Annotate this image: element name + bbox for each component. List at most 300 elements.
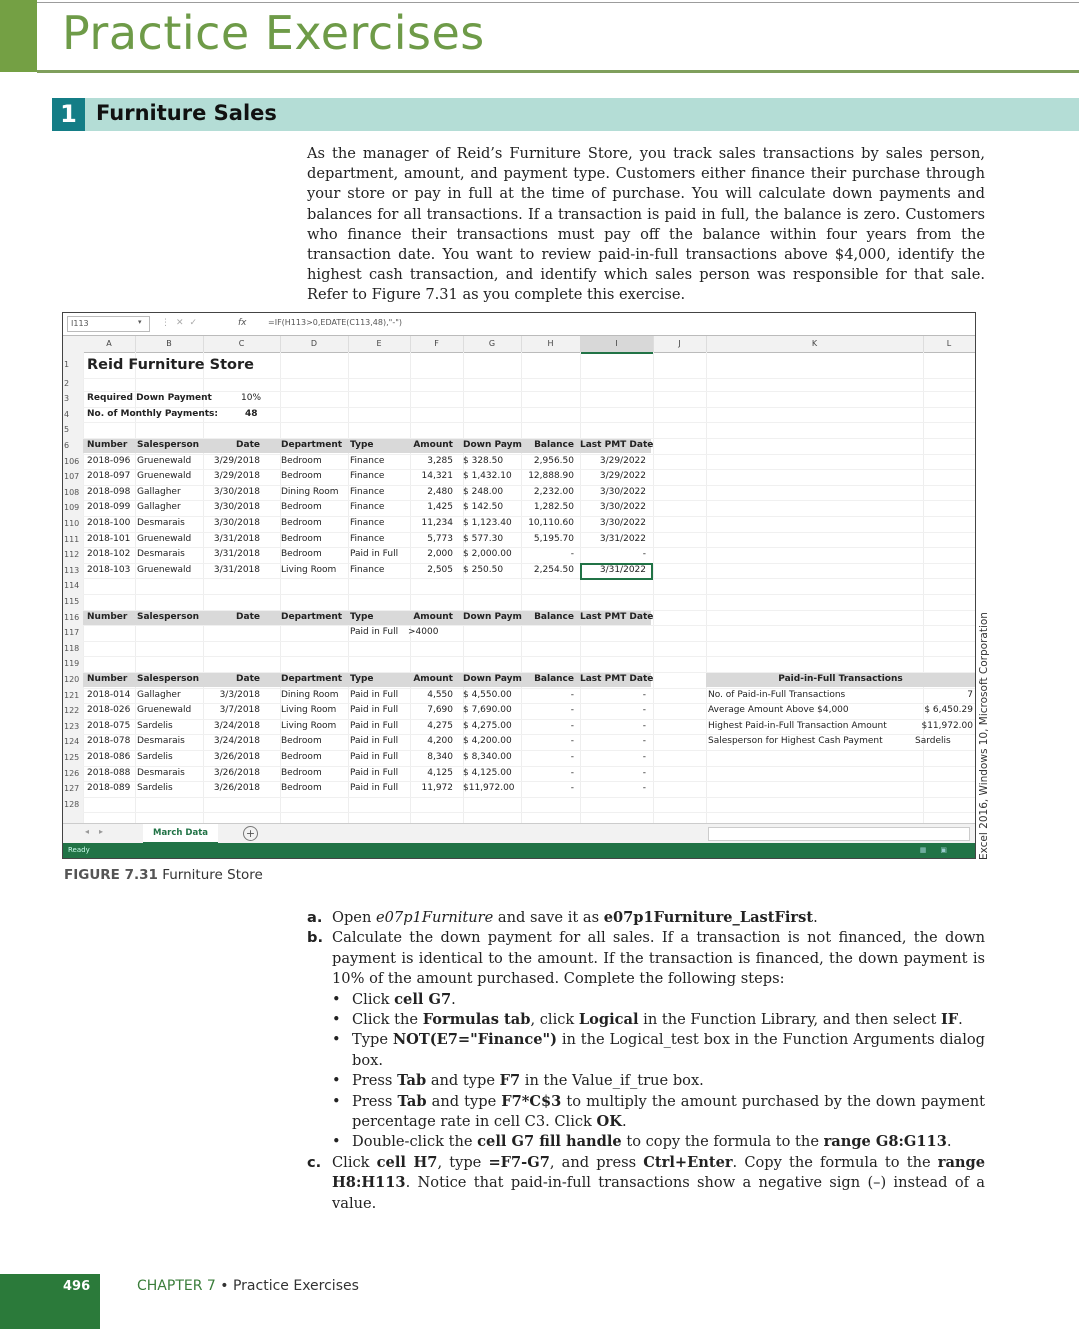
- footer-section: Practice Exercises: [232, 1278, 359, 1294]
- table-cell[interactable]: 2018-101: [87, 533, 131, 544]
- table-cell[interactable]: Dining Room: [281, 689, 339, 700]
- step-bold: =F7-G7: [488, 1153, 550, 1171]
- table-header-cell[interactable]: Type: [350, 440, 374, 450]
- table-cell[interactable]: 5,195.70: [533, 533, 574, 544]
- step-save-name: e07p1Furniture_LastFirst: [603, 909, 814, 926]
- column-header-b[interactable]: B: [135, 336, 204, 352]
- view-mode-icons[interactable]: ▦▣: [919, 846, 961, 854]
- table-cell[interactable]: 3/31/2022: [599, 564, 646, 575]
- table-cell[interactable]: Dining Room: [281, 486, 339, 497]
- page-title: Practice Exercises: [62, 6, 485, 60]
- name-box[interactable]: I113: [67, 316, 150, 332]
- table-cell[interactable]: $ 4,550.00: [463, 689, 512, 700]
- column-header-j[interactable]: J: [653, 336, 707, 352]
- table-cell[interactable]: Sardelis: [137, 752, 173, 762]
- step-text: Press: [352, 1072, 398, 1090]
- table-cell[interactable]: 2018-102: [87, 549, 131, 560]
- table-cell[interactable]: Gruenewald: [137, 705, 192, 716]
- summary-title[interactable]: Paid-in-Full Transactions: [778, 674, 903, 684]
- step-text: .: [946, 1133, 952, 1151]
- row-header[interactable]: 122: [64, 706, 80, 716]
- table-header-cell[interactable]: Amount: [413, 440, 453, 450]
- table-cell[interactable]: -: [570, 549, 574, 560]
- row-header[interactable]: 5: [64, 425, 70, 435]
- intro-paragraph: As the manager of Reid’s Furniture Store, you track sales transactions by sales person, department, amount, and payment type. Customers either finance their purchase through your store or pay in full at the time of purchase. You will calculate down payments and balances for all transactions. If a transaction is paid in full, the balance is zero. Customers who finance their transactions must pay off the balance within four years from the transaction date. You want to review paid-in-full transactions above $4,000, identify the highest cash transaction, and identify which sales person was responsible for that sale. Refer to Figure 7.31 as you complete this exercise.: [307, 145, 985, 304]
- header-accent-bar: [0, 0, 37, 72]
- summary-value[interactable]: $11,972.00: [921, 720, 973, 731]
- step-b-bullet: [307, 1030, 985, 1071]
- gridline-horizontal: [83, 422, 975, 423]
- summary-label[interactable]: Salesperson for Highest Cash Payment: [708, 736, 883, 747]
- table-cell[interactable]: 2018-097: [87, 471, 131, 482]
- step-text: and type: [426, 1092, 502, 1110]
- table-cell[interactable]: 1,425: [427, 502, 453, 513]
- table-cell[interactable]: 3/24/2018: [213, 736, 260, 747]
- table-cell[interactable]: 3/30/2022: [599, 518, 646, 528]
- step-text: Open: [332, 909, 376, 926]
- table-cell[interactable]: Bedroom: [281, 471, 322, 482]
- table-cell[interactable]: 11,972: [421, 783, 453, 794]
- table-cell[interactable]: 3/24/2018: [213, 720, 260, 731]
- row-header[interactable]: 120: [64, 675, 80, 684]
- table-cell[interactable]: Paid in Full: [350, 736, 399, 747]
- step-text: Click: [332, 1153, 377, 1171]
- table-cell[interactable]: Desmarais: [137, 736, 185, 747]
- status-text: Ready: [68, 846, 90, 854]
- running-footer: [137, 1278, 359, 1294]
- step-text: Double-click the: [352, 1133, 478, 1151]
- table-cell[interactable]: Bedroom: [281, 518, 322, 528]
- table-cell[interactable]: -: [570, 689, 574, 700]
- step-b-bullet: [307, 1132, 985, 1152]
- column-header-f[interactable]: F: [410, 336, 464, 352]
- setting-label[interactable]: No. of Monthly Payments:: [87, 408, 219, 419]
- fx-icon[interactable]: fx: [238, 318, 247, 328]
- summary-label[interactable]: No. of Paid-in-Full Transactions: [708, 689, 846, 700]
- exercise-steps: [307, 908, 985, 1214]
- step-text: in the Value_if_true box.: [520, 1072, 704, 1090]
- step-b: [307, 928, 985, 989]
- table-cell[interactable]: 8,340: [427, 752, 453, 762]
- bullet-dot: •: [332, 1011, 341, 1029]
- bullet-dot: •: [332, 1031, 341, 1049]
- step-b-bullet: [307, 1092, 985, 1133]
- active-cell-selection[interactable]: [580, 563, 653, 581]
- table-cell[interactable]: 3/30/2018: [213, 502, 260, 513]
- table-header-cell[interactable]: Department: [281, 611, 343, 622]
- table-cell[interactable]: 3/31/2018: [213, 549, 260, 560]
- table-cell[interactable]: -: [570, 705, 574, 716]
- table-cell[interactable]: Paid in Full: [350, 689, 399, 700]
- table-cell[interactable]: -: [570, 720, 574, 731]
- row-header[interactable]: 112: [64, 550, 80, 560]
- table-cell[interactable]: Bedroom: [281, 752, 322, 762]
- add-sheet-icon[interactable]: +: [243, 826, 258, 841]
- table-cell[interactable]: 2018-096: [87, 455, 131, 466]
- column-header-d[interactable]: D: [280, 336, 349, 352]
- step-text: . Copy the formula to the: [732, 1153, 938, 1171]
- table-cell[interactable]: 3/29/2018: [213, 471, 260, 482]
- table-cell[interactable]: 3/30/2018: [213, 518, 260, 528]
- table-cell[interactable]: -: [642, 720, 646, 731]
- table-header-cell[interactable]: Amount: [413, 611, 453, 622]
- table-cell[interactable]: 3/31/2022: [599, 533, 646, 544]
- table-header-cell[interactable]: Date: [236, 611, 260, 622]
- step-text: Press: [352, 1092, 398, 1110]
- row-header[interactable]: 106: [64, 456, 80, 466]
- table-cell[interactable]: 3/31/2018: [213, 533, 260, 544]
- table-cell[interactable]: -: [570, 752, 574, 762]
- table-cell[interactable]: 2018-086: [87, 752, 131, 762]
- table-header-cell[interactable]: Type: [350, 674, 374, 684]
- table-cell[interactable]: $ 7,690.00: [463, 705, 512, 716]
- table-cell[interactable]: 2018-089: [87, 783, 131, 794]
- step-bold: Logical: [578, 1011, 639, 1029]
- table-cell[interactable]: $ 250.50: [463, 564, 504, 575]
- criteria-amount[interactable]: >4000: [408, 627, 439, 638]
- table-cell[interactable]: 2018-103: [87, 564, 131, 575]
- table-cell[interactable]: Gruenewald: [137, 471, 192, 482]
- table-header-cell[interactable]: Salesperson: [137, 674, 200, 684]
- table-cell[interactable]: Desmarais: [137, 767, 185, 778]
- step-text: to copy the formula to the: [621, 1133, 824, 1151]
- table-header-cell[interactable]: Last PMT Date: [580, 440, 654, 450]
- table-cell[interactable]: 2018-098: [87, 486, 131, 497]
- chevron-down-icon[interactable]: ▾: [138, 318, 142, 326]
- step-bold: IF: [940, 1011, 959, 1029]
- table-cell[interactable]: Living Room: [281, 564, 337, 575]
- figure-caption: [64, 867, 263, 883]
- table-cell[interactable]: 3/3/2018: [219, 689, 260, 700]
- column-header-l[interactable]: L: [923, 336, 976, 352]
- table-cell[interactable]: $11,972.00: [463, 783, 515, 794]
- column-header-k[interactable]: K: [706, 336, 924, 352]
- table-cell[interactable]: 2018-026: [87, 705, 131, 716]
- step-bold: F7: [499, 1072, 521, 1090]
- gridline-horizontal: [83, 797, 975, 798]
- sheet-tab-march-data[interactable]: March Data: [143, 824, 218, 844]
- column-header-g[interactable]: G: [463, 336, 522, 352]
- row-header[interactable]: 117: [64, 628, 80, 638]
- step-b-bullets: [307, 990, 985, 1153]
- row-header[interactable]: 1: [64, 360, 70, 369]
- table-cell[interactable]: Paid in Full: [350, 705, 399, 716]
- setting-value[interactable]: 48: [245, 408, 258, 419]
- row-header[interactable]: 113: [64, 565, 80, 575]
- table-cell[interactable]: Finance: [350, 518, 385, 528]
- table-cell[interactable]: 4,200: [427, 736, 453, 747]
- gridline-horizontal: [83, 578, 975, 579]
- table-cell[interactable]: 7,690: [427, 705, 453, 716]
- table-cell[interactable]: 3/26/2018: [213, 752, 260, 762]
- header-rule-top: [37, 2, 1079, 3]
- step-bold: Tab: [397, 1092, 427, 1110]
- table-cell[interactable]: 3/30/2022: [599, 486, 646, 497]
- row-header[interactable]: 4: [64, 409, 70, 419]
- table-header-cell[interactable]: Department: [281, 440, 343, 450]
- table-cell[interactable]: 11,234: [421, 518, 453, 528]
- step-text: in the Function Library, and then select: [638, 1011, 941, 1029]
- table-cell[interactable]: Gallagher: [137, 502, 181, 513]
- row-header[interactable]: 2: [64, 378, 70, 388]
- step-b-bullet: [307, 1010, 985, 1030]
- row-header[interactable]: 118: [64, 643, 80, 653]
- formula-text[interactable]: =IF(H113>0,EDATE(C113,48),"-"): [268, 318, 403, 327]
- row-header[interactable]: 124: [64, 737, 80, 747]
- step-b-bullet: [307, 990, 985, 1010]
- table-header-cell[interactable]: Number: [87, 611, 128, 622]
- header-rule-bottom: [37, 70, 1079, 73]
- step-letter: a.: [307, 909, 323, 926]
- table-cell[interactable]: 2018-078: [87, 736, 131, 747]
- table-cell[interactable]: Bedroom: [281, 533, 322, 544]
- table-cell[interactable]: 2,505: [427, 564, 453, 575]
- table-cell[interactable]: Bedroom: [281, 502, 322, 513]
- table-cell[interactable]: Paid in Full: [350, 720, 399, 731]
- table-header-cell[interactable]: Down Paym: [463, 674, 522, 684]
- table-cell[interactable]: $ 1,123.40: [463, 518, 512, 528]
- column-header-h[interactable]: H: [521, 336, 581, 352]
- step-text: and save it as: [493, 909, 604, 926]
- row-header[interactable]: 128: [64, 799, 80, 809]
- table-cell[interactable]: -: [642, 767, 646, 778]
- table-cell[interactable]: 12,888.90: [528, 471, 574, 482]
- table-header-cell[interactable]: Down Paym: [463, 440, 522, 450]
- table-cell[interactable]: Bedroom: [281, 549, 322, 560]
- gridline-horizontal: [83, 391, 975, 392]
- table-cell[interactable]: 2,232.00: [533, 486, 574, 497]
- table-header-cell[interactable]: Number: [87, 674, 128, 684]
- column-header-c[interactable]: C: [203, 336, 281, 352]
- step-bold: cell G7 fill handle: [477, 1133, 622, 1151]
- table-cell[interactable]: 2,480: [427, 486, 453, 497]
- table-cell[interactable]: -: [642, 783, 646, 794]
- table-header-cell[interactable]: Salesperson: [137, 440, 200, 450]
- table-cell[interactable]: $ 248.00: [463, 486, 504, 497]
- row-header[interactable]: 115: [64, 597, 80, 606]
- row-header[interactable]: 111: [64, 534, 80, 544]
- table-cell[interactable]: $ 577.30: [463, 533, 504, 544]
- table-cell[interactable]: $ 4,200.00: [463, 736, 512, 747]
- table-cell[interactable]: 3/30/2022: [599, 502, 646, 513]
- summary-value[interactable]: 7: [967, 689, 973, 700]
- table-cell[interactable]: $ 2,000.00: [463, 549, 512, 560]
- column-header-i[interactable]: I: [580, 336, 654, 354]
- table-cell[interactable]: 2018-099: [87, 502, 131, 513]
- setting-label[interactable]: Required Down Payment: [87, 393, 212, 404]
- table-cell[interactable]: Gallagher: [137, 689, 181, 700]
- table-cell[interactable]: -: [570, 736, 574, 747]
- table-header-cell[interactable]: Balance: [534, 674, 574, 684]
- table-cell[interactable]: 3,285: [427, 455, 453, 466]
- row-header[interactable]: 108: [64, 487, 80, 497]
- row-header[interactable]: 127: [64, 784, 80, 794]
- column-header-e[interactable]: E: [348, 336, 411, 352]
- table-cell[interactable]: 2,254.50: [533, 564, 574, 575]
- table-header-cell[interactable]: Department: [281, 674, 343, 684]
- table-header-cell[interactable]: Date: [236, 674, 260, 684]
- table-header-cell[interactable]: Amount: [413, 674, 453, 684]
- table-header-cell[interactable]: Number: [87, 440, 128, 450]
- tab-scroll-arrows[interactable]: ◂▸: [85, 827, 114, 836]
- table-cell[interactable]: 2018-075: [87, 720, 131, 731]
- table-cell[interactable]: $ 328.50: [463, 455, 504, 466]
- summary-label[interactable]: Average Amount Above $4,000: [708, 705, 849, 716]
- row-header[interactable]: 121: [64, 690, 80, 700]
- summary-value[interactable]: $ 6,450.29: [924, 705, 973, 716]
- step-letter: b.: [307, 929, 323, 947]
- side-credit-text: Excel 2016, Windows 10, Microsoft Corporation: [978, 612, 990, 860]
- table-cell[interactable]: Sardelis: [137, 783, 173, 794]
- gridline-horizontal: [83, 625, 975, 626]
- table-cell[interactable]: -: [642, 549, 646, 560]
- table-cell[interactable]: Sardelis: [137, 720, 173, 731]
- summary-label[interactable]: Highest Paid-in-Full Transaction Amount: [708, 720, 887, 731]
- bullet-dot: •: [332, 1092, 341, 1110]
- table-cell[interactable]: 4,275: [427, 720, 453, 731]
- table-header-cell[interactable]: Last PMT Date: [580, 674, 654, 684]
- table-cell[interactable]: 3/26/2018: [213, 783, 260, 794]
- step-filename: e07p1Furniture: [375, 909, 494, 926]
- row-header[interactable]: 6: [64, 441, 70, 450]
- step-text: .: [621, 1113, 627, 1131]
- gridline-horizontal: [83, 812, 975, 813]
- table-cell[interactable]: $ 8,340.00: [463, 752, 512, 762]
- table-cell[interactable]: Finance: [350, 533, 385, 544]
- table-cell[interactable]: $ 4,275.00: [463, 720, 512, 731]
- criteria-type[interactable]: Paid in Full: [350, 627, 399, 638]
- table-cell[interactable]: 2018-014: [87, 689, 131, 700]
- table-cell[interactable]: 3/30/2018: [213, 486, 260, 497]
- row-header[interactable]: 3: [64, 394, 70, 404]
- table-cell[interactable]: Bedroom: [281, 767, 322, 778]
- step-letter: c.: [307, 1153, 322, 1171]
- table-cell[interactable]: 5,773: [427, 533, 453, 544]
- step-bold: range H8:H113: [332, 1153, 985, 1192]
- table-header-cell[interactable]: Last PMT Date: [580, 611, 654, 622]
- table-cell[interactable]: 3/29/2022: [599, 471, 646, 482]
- row-header[interactable]: 110: [64, 519, 80, 528]
- table-header-cell[interactable]: Type: [350, 611, 374, 622]
- formula-bar-icons: ⋮✕✓: [161, 318, 204, 328]
- table-cell[interactable]: Desmarais: [137, 549, 185, 560]
- table-header-cell[interactable]: Date: [236, 440, 260, 450]
- row-header[interactable]: 123: [64, 721, 80, 731]
- section-number: 1: [52, 98, 85, 131]
- spreadsheet-figure: [62, 312, 976, 859]
- table-cell[interactable]: -: [570, 783, 574, 794]
- summary-value[interactable]: Sardelis: [915, 736, 951, 747]
- table-header-cell[interactable]: Balance: [534, 611, 574, 622]
- row-header[interactable]: 107: [64, 472, 80, 482]
- table-cell[interactable]: 4,550: [427, 689, 453, 700]
- table-cell[interactable]: Finance: [350, 564, 385, 575]
- setting-value[interactable]: 10%: [241, 393, 262, 404]
- row-header[interactable]: 109: [64, 503, 80, 513]
- table-cell[interactable]: 2,000: [427, 549, 453, 560]
- sheet-title[interactable]: Reid Furniture Store: [87, 357, 254, 373]
- table-cell[interactable]: 3/26/2018: [213, 767, 260, 778]
- table-cell[interactable]: 14,321: [421, 471, 453, 482]
- side-credit: [978, 612, 992, 860]
- table-cell[interactable]: Living Room: [281, 720, 337, 731]
- column-headers: [63, 336, 975, 353]
- table-cell[interactable]: Gruenewald: [137, 564, 192, 575]
- table-cell[interactable]: Bedroom: [281, 783, 322, 794]
- table-cell[interactable]: 3/29/2018: [213, 455, 260, 466]
- figure-caption-text: Furniture Store: [162, 867, 263, 883]
- table-cell[interactable]: Gallagher: [137, 486, 181, 497]
- table-header-cell[interactable]: Down Paym: [463, 611, 522, 622]
- table-cell[interactable]: Paid in Full: [350, 752, 399, 762]
- table-cell[interactable]: 1,282.50: [533, 502, 574, 513]
- row-header[interactable]: 116: [64, 612, 80, 622]
- column-header-a[interactable]: A: [83, 336, 136, 352]
- table-cell[interactable]: Finance: [350, 502, 385, 513]
- row-header[interactable]: 114: [64, 581, 80, 591]
- table-cell[interactable]: $ 142.50: [463, 502, 504, 513]
- table-cell[interactable]: -: [642, 736, 646, 747]
- table-cell[interactable]: -: [642, 689, 646, 700]
- row-header[interactable]: 119: [64, 659, 80, 669]
- table-cell[interactable]: Gruenewald: [137, 533, 192, 544]
- row-header[interactable]: 126: [64, 768, 80, 778]
- table-cell[interactable]: -: [570, 767, 574, 778]
- table-cell[interactable]: Desmarais: [137, 518, 185, 528]
- table-cell[interactable]: -: [642, 752, 646, 762]
- table-cell[interactable]: $ 4,125.00: [463, 767, 512, 778]
- table-cell[interactable]: 3/7/2018: [219, 705, 260, 716]
- table-cell[interactable]: $ 1,432.10: [463, 471, 512, 482]
- step-a: [307, 908, 985, 928]
- table-cell[interactable]: 3/31/2018: [213, 564, 260, 575]
- table-header-cell[interactable]: Salesperson: [137, 611, 200, 622]
- table-cell[interactable]: Bedroom: [281, 736, 322, 747]
- section-title: Furniture Sales: [96, 101, 277, 125]
- table-cell[interactable]: 2018-088: [87, 767, 131, 778]
- table-header-cell[interactable]: Balance: [534, 440, 574, 450]
- table-cell[interactable]: Paid in Full: [350, 549, 399, 560]
- page-number: 496: [63, 1279, 91, 1294]
- table-cell[interactable]: Finance: [350, 455, 385, 466]
- table-cell[interactable]: 2018-100: [87, 518, 131, 528]
- table-cell[interactable]: Bedroom: [281, 455, 322, 466]
- step-bold: cell H7: [376, 1153, 438, 1171]
- table-cell[interactable]: Paid in Full: [350, 783, 399, 794]
- formula-bar: [63, 313, 975, 336]
- horizontal-scrollbar[interactable]: [708, 827, 970, 841]
- table-cell[interactable]: Paid in Full: [350, 767, 399, 778]
- table-cell[interactable]: Finance: [350, 486, 385, 497]
- figure-label: FIGURE 7.31: [64, 867, 158, 883]
- gridline-horizontal: [83, 641, 975, 642]
- row-header[interactable]: 125: [64, 753, 80, 762]
- table-cell[interactable]: 2,956.50: [533, 455, 574, 466]
- table-cell[interactable]: Gruenewald: [137, 455, 192, 466]
- table-cell[interactable]: 4,125: [427, 767, 453, 778]
- step-bold: NOT(E7="Finance"): [392, 1031, 558, 1049]
- table-cell[interactable]: Finance: [350, 471, 385, 482]
- step-bold: Tab: [397, 1072, 427, 1090]
- table-cell[interactable]: 3/29/2022: [599, 455, 646, 466]
- step-text: , type: [437, 1153, 489, 1171]
- table-cell[interactable]: 10,110.60: [528, 518, 574, 528]
- table-cell[interactable]: Living Room: [281, 705, 337, 716]
- step-text: .: [958, 1011, 963, 1029]
- step-text: and type: [426, 1072, 500, 1090]
- step-text: Click the: [352, 1011, 423, 1029]
- table-cell[interactable]: -: [642, 705, 646, 716]
